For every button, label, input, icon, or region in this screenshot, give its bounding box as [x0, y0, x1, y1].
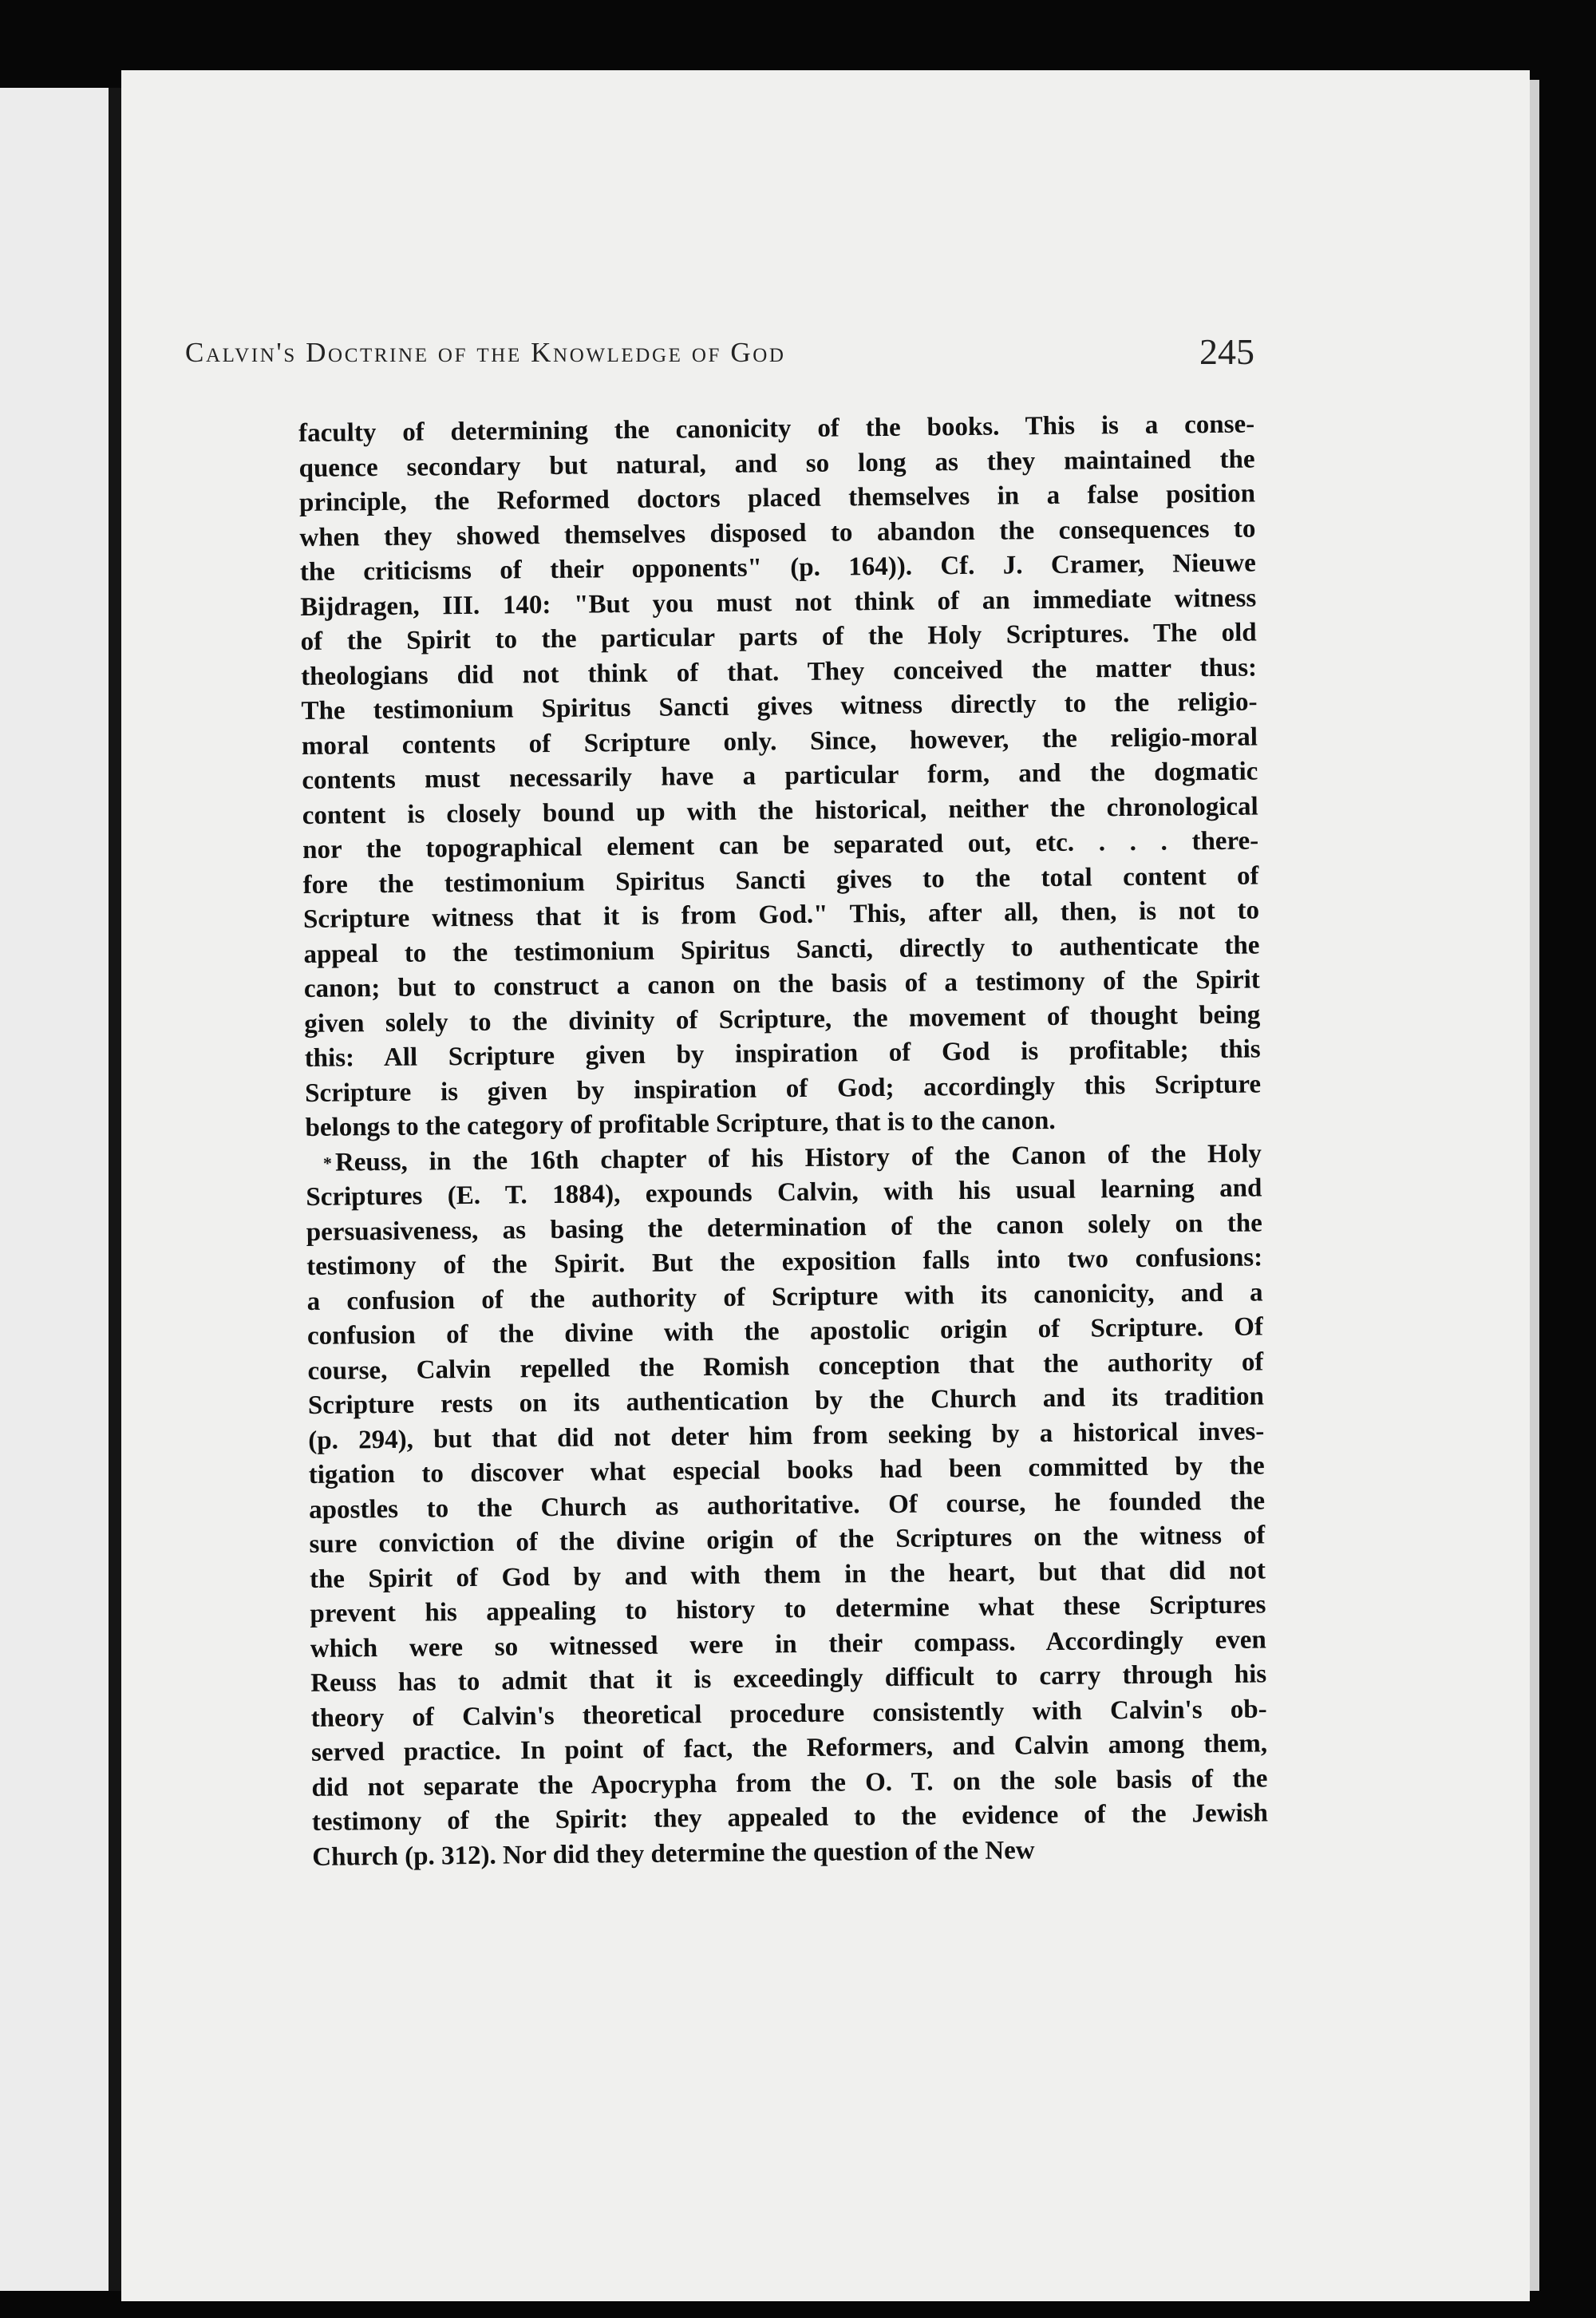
text-line: the criticisms of their opponents" (p. 164)). Cf. J. Cramer, Nieuwe: [299, 548, 1256, 587]
text-line: of the Spirit to the particular parts of the Holy Scriptures. The old: [300, 618, 1257, 656]
text-line: The testimonium Spiritus Sancti gives witness directly to the religio-: [301, 687, 1258, 726]
text-line: contents must necessarily have a particular form, and the dogmatic: [302, 757, 1258, 795]
text-line: which were so witnessed were in their compass. Accordingly even: [310, 1624, 1266, 1663]
text-line: the Spirit of God by and with them in the heart, but that did not: [309, 1555, 1266, 1594]
text-line: (p. 294), but that did not deter him from seeking by a historical inves-: [308, 1416, 1265, 1455]
text-line: moral contents of Scripture only. Since, however, the religio-moral: [301, 722, 1258, 761]
text-line: belongs to the category of profitable Scripture, that is to the canon.: [305, 1106, 1056, 1142]
text-line: Bijdragen, III. 140: "But you must not think of an immediate witness: [300, 583, 1257, 622]
text-line: tigation to discover what especial books had been committed by the: [308, 1451, 1265, 1489]
text-line: apostles to the Church as authoritative. Of course, he founded the: [308, 1485, 1266, 1525]
text-line: Scripture is given by inspiration of God; accordingly this Scripture: [304, 1069, 1262, 1108]
text-line: * Reuss, in the 16th chapter of his History of the Canon of the Holy: [322, 1138, 1262, 1177]
text-line: nor the topographical element can be separated out, etc. . . . there-: [302, 826, 1259, 864]
text-line: canon; but to construct a canon on the basis of a testimony of the Spirit: [303, 965, 1261, 1003]
running-head: [185, 331, 1254, 383]
text-line: persuasiveness, as basing the determination of the canon solely on the: [306, 1208, 1262, 1247]
page-edge-shadow: [1530, 80, 1539, 2291]
text-line: Scripture rests on its authentication by the Church and its tradition: [307, 1382, 1265, 1420]
text-line: confusion of the divine with the apostolic origin of Scripture. Of: [306, 1312, 1264, 1351]
text-line: prevent his appealing to history to determine what these Scriptures: [310, 1590, 1266, 1628]
text-line: principle, the Reformed doctors placed themselves in a false position: [298, 479, 1256, 517]
text-line: Scriptures (E. T. 1884), expounds Calvin, with his usual learning and: [306, 1173, 1262, 1212]
text-line: appeal to the testimonium Spiritus Sancti, directly to authenticate the: [303, 930, 1260, 969]
footnote-marker: *: [322, 1153, 333, 1173]
page-number: 245: [1199, 331, 1254, 372]
text-line: Church (p. 312). Nor did they determine the question of the New: [312, 1835, 1035, 1872]
text-line: a confusion of the authority of Scripture with its canonicity, and a: [306, 1277, 1263, 1316]
facing-page-edge: [0, 88, 120, 2291]
text-line: Scripture witness that it is from God." This, after all, then, is not to: [302, 896, 1260, 934]
text-line: did not separate the Apocrypha from the O. T. on the sole basis of the: [311, 1763, 1268, 1802]
text-line: course, Calvin repelled the Romish conception that the authority of: [307, 1347, 1264, 1386]
text-line: when they showed themselves disposed to abandon the consequences to: [299, 513, 1256, 552]
footnote-text-block: [298, 408, 1268, 1875]
text-line: faculty of determining the canonicity of the books. This is a conse-: [298, 409, 1255, 448]
text-line: quence secondary but natural, and so long as they maintained the: [298, 444, 1255, 483]
text-line: testimony of the Spirit. But the exposition falls into two confusions:: [306, 1243, 1263, 1281]
text-line: given solely to the divinity of Scripture, the movement of thought being: [304, 999, 1261, 1038]
book-spine-shadow: [109, 88, 121, 2291]
text-line: fore the testimonium Spiritus Sancti gives to the total content of: [302, 860, 1259, 900]
text-line: testimony of the Spirit: they appealed to the evidence of the Jewish: [311, 1798, 1269, 1837]
text-line: theory of Calvin's theoretical procedure consistently with Calvin's ob-: [310, 1694, 1267, 1733]
text-line: Reuss has to admit that it is exceedingly difficult to carry through his: [310, 1659, 1267, 1698]
running-title: Calvin's Doctrine of the Knowledge of God: [185, 337, 786, 368]
text-line: sure conviction of the divine origin of the Scriptures on the witness of: [309, 1521, 1266, 1559]
text-line: this: All Scripture given by inspiration of God is profitable; this: [304, 1034, 1261, 1073]
text-line: content is closely bound up with the historical, neither the chronological: [302, 791, 1258, 830]
text-line: served practice. In point of fact, the Reformers, and Calvin among them,: [310, 1729, 1268, 1767]
text-line: theologians did not think of that. They conceived the matter thus:: [300, 652, 1258, 691]
